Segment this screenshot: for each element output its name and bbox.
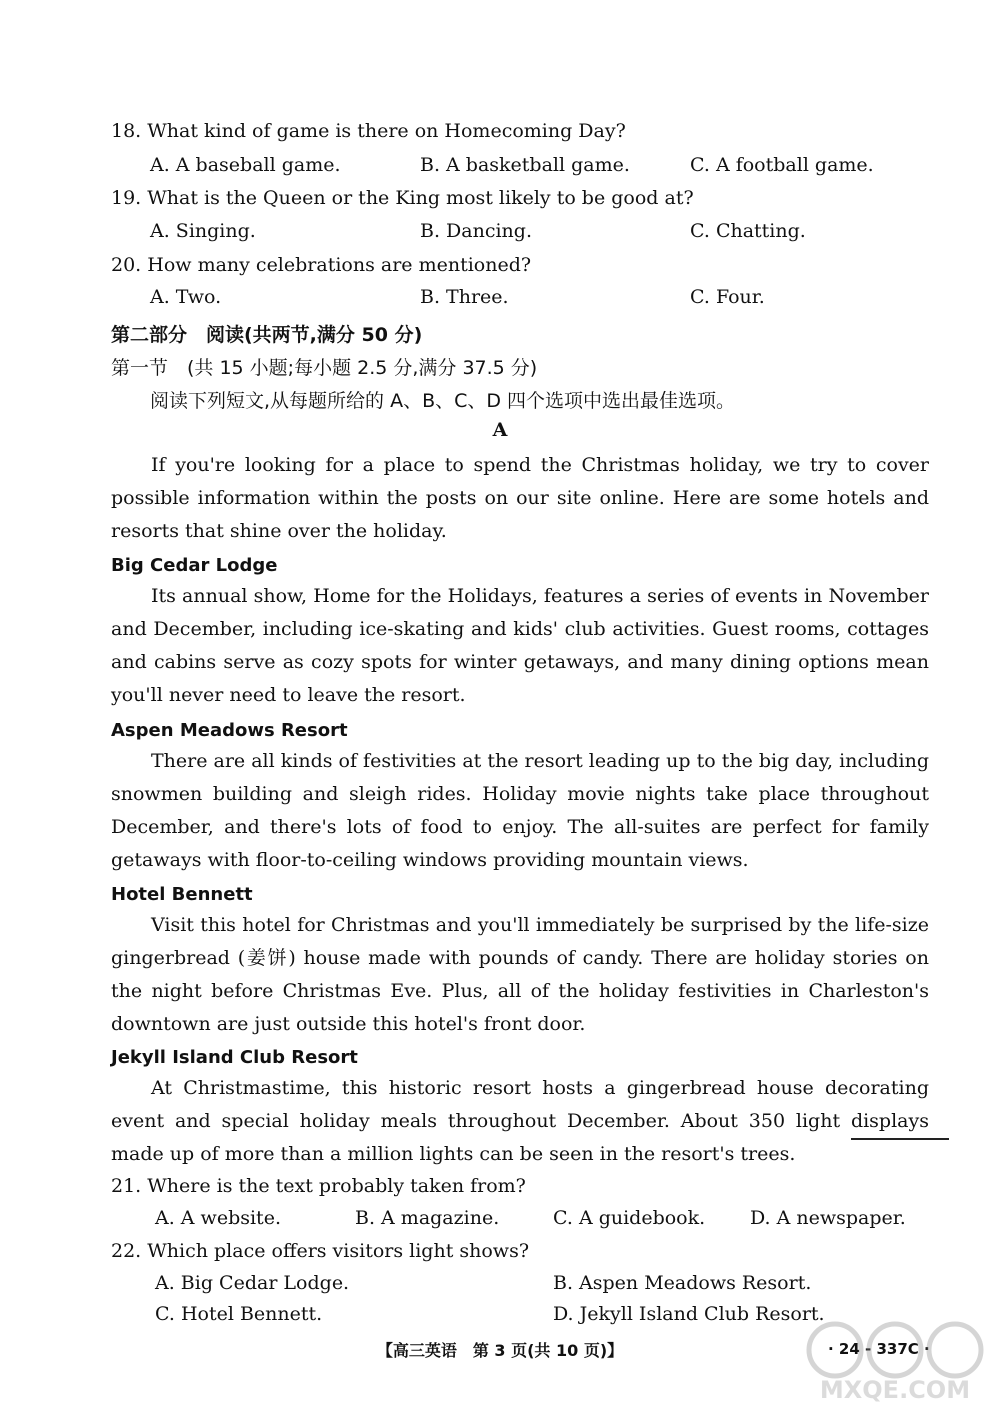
reading-instruction: 阅读下列短文,从每题所给的 A、B、C、D 四个选项中选出最佳选项。 — [150, 390, 736, 412]
passage-intro: If you're looking for a place to spend the Christmas holiday, we try to cover possible information within the posts on our site online. Here are some hotels and resorts that shine over the holiday. — [111, 454, 929, 542]
section-one-title: 第一节 (共 15 小题;每小题 2.5 分,满分 37.5 分) — [111, 357, 538, 379]
question-22-stem: 22. Which place offers visitors light shows? — [111, 1240, 529, 1262]
question-18-stem: 18. What kind of game is there on Homecoming Day? — [111, 120, 626, 142]
question-19-option-a: A. Singing. — [150, 220, 256, 242]
entry-heading-aspen-meadows: Aspen Meadows Resort — [111, 720, 348, 741]
question-21-option-a: A. A website. — [155, 1207, 281, 1229]
question-20-option-c: C. Four. — [690, 286, 765, 308]
question-18-option-b: B. A basketball game. — [420, 154, 630, 176]
entry-text-aspen-meadows: There are all kinds of festivities at the resort leading up to the big day, including snowmen building and sleigh rides. Holiday movie nights take place throughout December, and there's lots of food to enjoy. The all-suites are perfect for family getaways with floor-to-ceiling windows providing mountain views. — [111, 750, 929, 871]
question-22-option-c: C. Hotel Bennett. — [155, 1303, 323, 1325]
question-22-option-d: D. Jekyll Island Club Resort. — [553, 1303, 825, 1325]
entry-heading-jekyll-island: Jekyll Island Club Resort — [111, 1047, 358, 1068]
question-21-option-b: B. A magazine. — [355, 1207, 500, 1229]
question-18-option-c: C. A football game. — [690, 154, 874, 176]
watermark-emblem-icon — [800, 1315, 990, 1385]
part-two-title: 第二部分 阅读(共两节,满分 50 分) — [111, 324, 423, 346]
question-19-option-b: B. Dancing. — [420, 220, 532, 242]
question-19-stem: 19. What is the Queen or the King most likely to be good at? — [111, 187, 694, 209]
watermark-logo — [800, 1315, 990, 1410]
question-22-option-a: A. Big Cedar Lodge. — [155, 1272, 350, 1294]
watermark-text: MXQE.COM — [819, 1376, 971, 1404]
question-21-option-c: C. A guidebook. — [553, 1207, 706, 1229]
question-20-stem: 20. How many celebrations are mentioned? — [111, 254, 532, 276]
entry-heading-hotel-bennett: Hotel Bennett — [111, 884, 253, 905]
question-20-option-a: A. Two. — [150, 286, 222, 308]
entry-text-jekyll-island: At Christmastime, this historic resort hosts a gingerbread house decorating event and special holiday meals throughout December. About 350 light displays made up of more than a million lights can be seen in the resort's trees. — [111, 1077, 929, 1165]
exam-code: · 24 - 337C · — [828, 1340, 930, 1358]
question-22-option-b: B. Aspen Meadows Resort. — [553, 1272, 812, 1294]
page-footer: 【高三英语 第 3 页(共 10 页)】 — [376, 1341, 624, 1360]
margin-rule-line — [851, 1138, 949, 1140]
question-21-option-d: D. A newspaper. — [750, 1207, 906, 1229]
question-18-option-a: A. A baseball game. — [150, 154, 341, 176]
question-21-stem: 21. Where is the text probably taken from? — [111, 1175, 526, 1197]
question-19-option-c: C. Chatting. — [690, 220, 806, 242]
entry-text-big-cedar: Its annual show, Home for the Holidays, features a series of events in November and December, including ice-skating and kids' club activities. Guest rooms, cottages and cabins serve as cozy spots for winter getaways, and many dining options mean you'll never need to leave the resort. — [111, 585, 929, 706]
entry-heading-big-cedar: Big Cedar Lodge — [111, 555, 278, 576]
entry-text-hotel-bennett: Visit this hotel for Christmas and you'll immediately be surprised by the life-size gingerbread (姜饼) house made with pounds of candy. There are holiday stories on the night before Christmas Eve. Plus, all of the holiday festivities in Charleston's downtown are just outside this hotel's front door. — [111, 914, 929, 1035]
question-20-option-b: B. Three. — [420, 286, 509, 308]
passage-letter: A — [492, 419, 508, 441]
